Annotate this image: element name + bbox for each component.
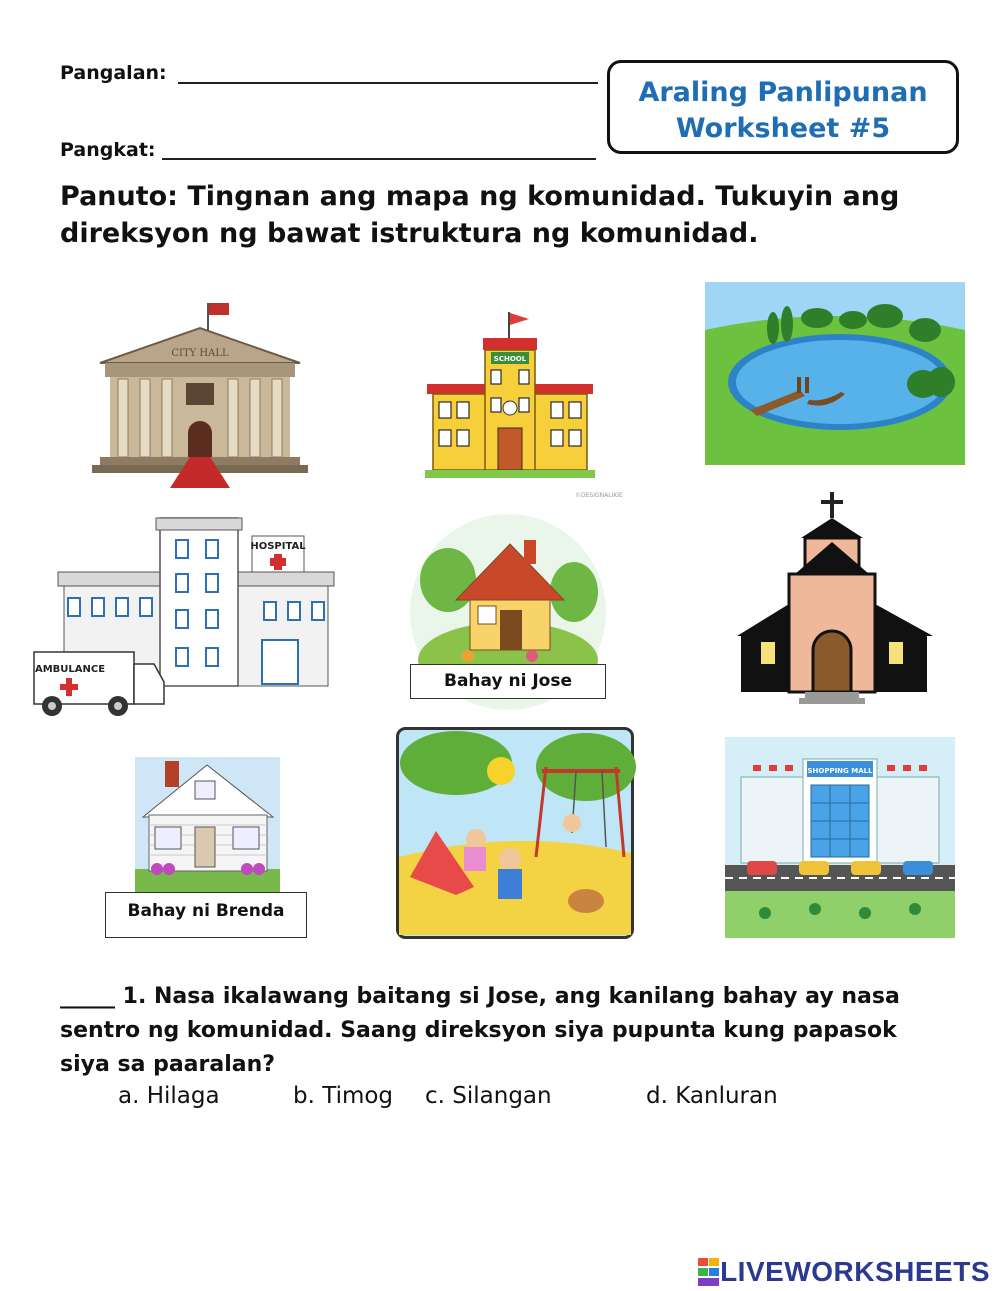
group-input-line[interactable] [162, 158, 596, 160]
city-hall-image [80, 283, 320, 498]
hospital-sign: HOSPITAL [250, 541, 306, 552]
city-hall-sign: CITY HALL [171, 348, 229, 359]
church-image [735, 490, 935, 712]
worksheet-title-line2: Worksheet #5 [675, 113, 891, 144]
option-d[interactable]: d. Kanluran [646, 1083, 778, 1109]
worksheet-title [610, 75, 956, 147]
brenda-house-image [135, 757, 280, 892]
shopping-mall-image [725, 737, 955, 938]
directions-text: Panuto: Tingnan ang mapa ng komunidad. Tukuyin ang direksyon ng bawat istruktura ng komunidad. [60, 181, 900, 249]
brenda-house-label: Bahay ni Brenda [105, 892, 307, 938]
option-c[interactable]: c. Silangan [425, 1083, 552, 1109]
watermark-text: ©DESIGNALIKIE [575, 492, 623, 499]
school-sign: SCHOOL [493, 355, 527, 363]
name-label: Pangalan: [60, 62, 167, 84]
school-image [425, 310, 623, 500]
answer-blank[interactable]: _____ [60, 984, 115, 1009]
liveworksheets-logo-text: LIVEWORKSHEETS [720, 1256, 990, 1287]
option-b[interactable]: b. Timog [293, 1083, 394, 1109]
mall-sign: SHOPPING MALL [807, 767, 873, 775]
option-a[interactable]: a. Hilaga [118, 1083, 220, 1109]
worksheet-title-line1: Araling Panlipunan [638, 77, 928, 108]
worksheet-title-box [607, 60, 959, 154]
group-label: Pangkat: [60, 139, 156, 161]
liveworksheets-logo-icon [698, 1258, 720, 1286]
jose-house-label: Bahay ni Jose [410, 664, 606, 699]
ambulance-sign: AMBULANCE [34, 664, 106, 675]
lake-image [705, 282, 965, 465]
playground-image [396, 727, 634, 939]
question-1-text: 1. Nasa ikalawang baitang si Jose, ang kanilang bahay ay nasa sentro ng komunidad. Saang direksyon siya pupunta kung papasok siya sa paaralan? [60, 984, 900, 1077]
name-input-line[interactable] [178, 82, 598, 84]
hospital-image [30, 514, 340, 722]
question-1 [60, 980, 930, 1082]
liveworksheets-logo[interactable] [698, 1254, 990, 1290]
